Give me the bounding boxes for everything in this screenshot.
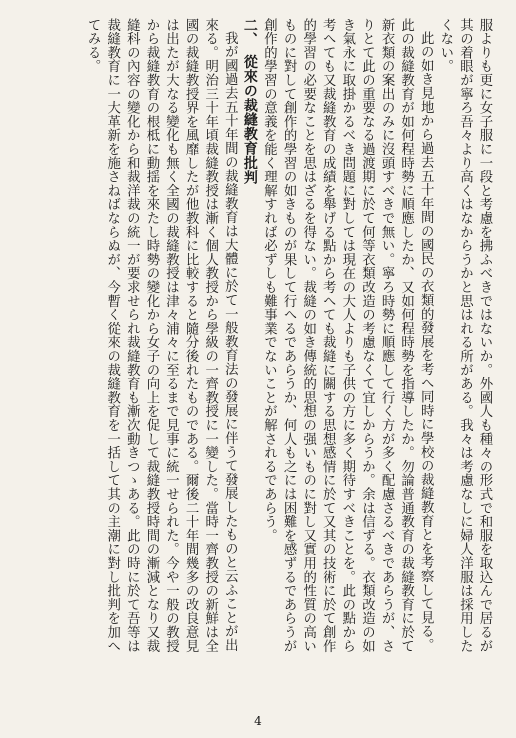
- paragraph: 此の如き見地から過去五十年間の國民の衣類的發展を考へ同時に學校の裁縫教育とを考察して見る。此の裁縫教育が如何程時勢に順應したか、又如何程時勢を指導したか。勿論普通教育の裁縫教育に於て新衣類の案出のみに沒頭すべきで無い。寧ろ時勢に順應して行く方が多く配慮さるべきであらうが、さりとて此の重要なる過渡期に於て何等衣類改造の考慮なくて宜しからうか。余は信ずる。衣類改造の如き氣永に取掛かるべき問題に對しては現在の大人よりも子供の方に多く期待すべきことを。此の點から考へても又裁縫教育の成績を舉げる點から考へても裁縫に關する思想感情に於て又其の技術に於て創作的學習の必要なことを思はざるを得ない。裁縫の如き傳統的思想の强いものに對し又實用的性質の高いものに對して創作的學習の如きものが果して行へるであらうか、何人も之には困難を感ずるであらうが創作的學習の意義を能く理解すれば必ずしも難事業でないことが解されるであらう。: [261, 18, 434, 653]
- body-text: [83, 18, 494, 664]
- paragraph: 我が國過去五十年間の裁縫教育は大體に於て一般教育法の發展に伴うて發展したものと云ふことが出來る。明治三十年頃裁縫教授は漸く個人教授から學級の一齊教授に一變した。當時一齊教授の新鮮は全國の裁縫教授界を風靡したが他教科に比較すると隨分後れたものである。爾後二十年間幾多の改良意見は出たが大なる變化も無く全國の裁縫教授は津々浦々に至るまで見事に統一せられた。今や一般の教授から裁縫教育の根柢に動揺を來たし時勢の變化から女子の向上を促して裁縫教授時間の漸減となり又裁縫科の內容の變化から和裁洋裁の統一が要求せられ裁縫教育も漸次動きつゝある。此の時に於て吾等は裁縫教育に一大革新を施さねばならぬが、今暫く從來の裁縫教育を一括して其の主潮に對し批判を加へてみる。: [85, 18, 238, 653]
- page-number: 4: [254, 714, 262, 728]
- paragraph-continued: 服よりも更に女子服に一段と考慮を拂ふべきではないか。外國人も種々の形式で和服を取込んで居るが其の着眼が寧ろ吾々より高くはなからうかと思はれる所がある。我々は考慮なしに婦人洋服は採用したくない。: [437, 18, 492, 653]
- section-title: 從來の裁縫教育批判: [241, 54, 258, 185]
- section-heading: [239, 18, 259, 664]
- section-number: 二、: [241, 18, 258, 47]
